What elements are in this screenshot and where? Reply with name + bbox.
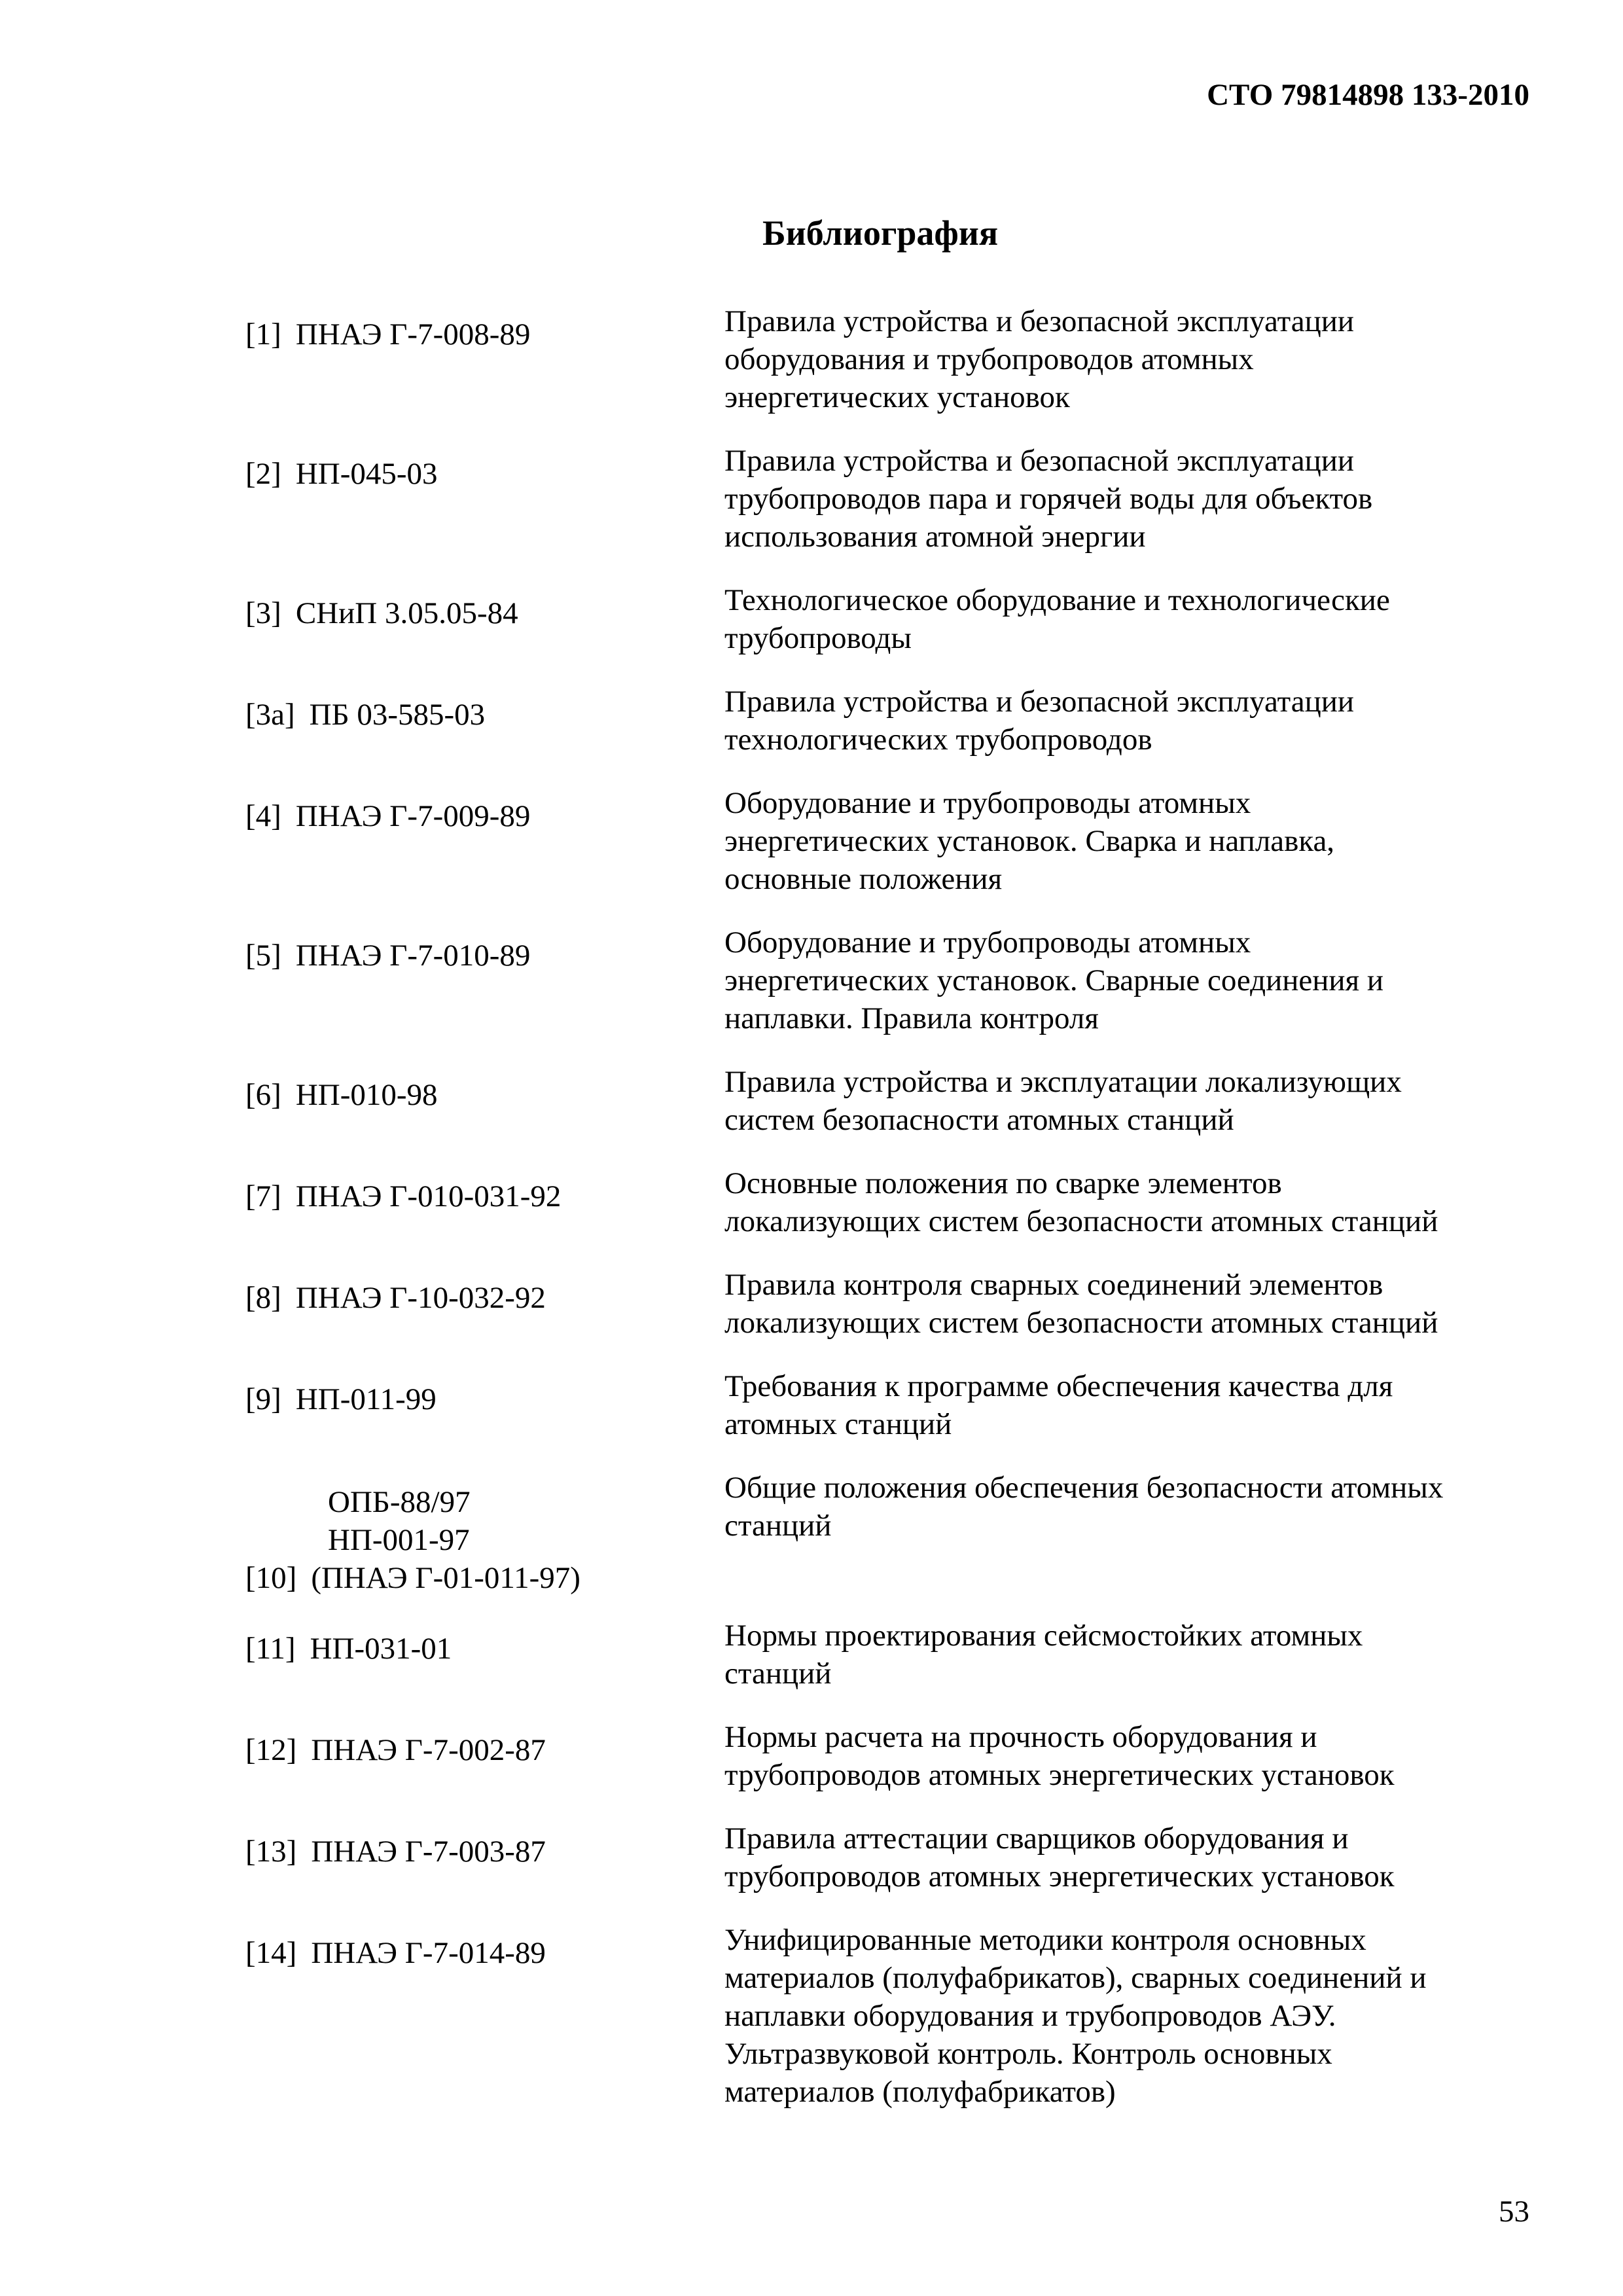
- bib-entry-3: [245, 581, 1529, 657]
- bib-entry-number: [13]: [245, 1835, 297, 1869]
- bib-entry-title-line: локализующих систем безопасности атомных станций: [724, 1204, 1438, 1238]
- bib-entry-ref: [245, 442, 724, 493]
- bib-entry-code: (ПНАЭ Г-01-011-97): [311, 1561, 580, 1595]
- bib-entry-9: [245, 1367, 1529, 1443]
- bib-entry-code: НП-011-99: [295, 1382, 437, 1416]
- bib-entry-title-line: Правила устройства и эксплуатации локализующих: [724, 1065, 1402, 1099]
- bib-entry-title-line: трубопроводов атомных энергетических установок: [724, 1859, 1395, 1893]
- bib-entry-number: [8]: [245, 1281, 281, 1315]
- bib-entry-title-line: Правила аттестации сварщиков оборудования и: [724, 1821, 1349, 1856]
- bib-entry-number: [10]: [245, 1561, 297, 1595]
- bib-entry-11: [245, 1617, 1529, 1693]
- bib-entry-title-line: основные положения: [724, 862, 1003, 896]
- bib-entry-title-line: энергетических установок. Сварка и наплавка,: [724, 824, 1335, 858]
- bib-entry-13: [245, 1820, 1529, 1895]
- bib-entry-number: [3]: [245, 596, 281, 630]
- bib-entry-title-line: оборудования и трубопроводов атомных: [724, 342, 1254, 376]
- bib-entry-ref: [245, 1164, 724, 1215]
- bib-entry-code: НП-010-98: [295, 1078, 438, 1112]
- bib-entry-title-line: Нормы расчета на прочность оборудования и: [724, 1720, 1317, 1754]
- bib-entry-12: [245, 1718, 1529, 1794]
- bib-entry-code: НП-045-03: [295, 457, 438, 491]
- bib-entry-ref: [245, 1367, 724, 1418]
- bib-entry-number: [7]: [245, 1179, 281, 1213]
- bib-entry-title-line: трубопроводы: [724, 621, 912, 655]
- bib-entry-ref: [245, 683, 724, 734]
- page-number: 53: [1499, 2195, 1529, 2229]
- bib-entry-code: ПНАЭ Г-010-031-92: [295, 1179, 562, 1213]
- bib-entry-ref: [245, 1617, 724, 1668]
- bib-entry-code: ПНАЭ Г-7-002-87: [311, 1733, 546, 1767]
- bib-entry-title-line: станций: [724, 1657, 832, 1691]
- bib-entry-2: [245, 442, 1529, 556]
- bib-entry-title: [724, 1718, 1529, 1794]
- bib-entry-code: СНиП 3.05.05-84: [295, 596, 518, 630]
- bib-entry-code: ПНАЭ Г-7-003-87: [311, 1835, 546, 1869]
- bib-entry-ref: [245, 1469, 724, 1597]
- bib-entry-title: [724, 1921, 1529, 2111]
- bib-entry-ref: [245, 1266, 724, 1317]
- bib-entry-title-line: атомных станций: [724, 1407, 952, 1441]
- bib-entry-title-line: Технологическое оборудование и технологические: [724, 583, 1390, 617]
- bib-entry-title-line: Общие положения обеспечения безопасности атомных: [724, 1471, 1444, 1505]
- bib-entry-8: [245, 1266, 1529, 1342]
- bib-entry-number: [5]: [245, 939, 281, 973]
- bib-entry-title-line: Требования к программе обеспечения качества для: [724, 1369, 1393, 1403]
- bib-entry-title-line: энергетических установок: [724, 380, 1070, 414]
- bib-entry-number: [6]: [245, 1078, 281, 1112]
- bib-entry-code: ПНАЭ Г-7-014-89: [311, 1936, 546, 1970]
- bib-entry-3a: [245, 683, 1529, 759]
- bib-entry-title: [724, 1820, 1529, 1895]
- bib-entry-title-line: Правила контроля сварных соединений элементов: [724, 1268, 1383, 1302]
- bib-entry-1: [245, 302, 1529, 416]
- bib-entry-title-line: наплавки. Правила контроля: [724, 1001, 1099, 1035]
- bib-entry-title-line: локализующих систем безопасности атомных станций: [724, 1306, 1438, 1340]
- bib-entry-title: [724, 302, 1529, 416]
- bib-entry-ref: [245, 1718, 724, 1769]
- bib-entry-title-line: станций: [724, 1509, 832, 1543]
- bib-entry-title: [724, 924, 1529, 1037]
- bib-entry-title-line: трубопроводов пара и горячей воды для объектов: [724, 482, 1373, 516]
- bib-entry-title: [724, 1469, 1529, 1545]
- bib-entry-ref: [245, 784, 724, 835]
- bib-entry-10: [245, 1469, 1529, 1597]
- bib-entry-title-line: материалов (полуфабрикатов): [724, 2075, 1116, 2109]
- bib-entry-title-line: Нормы проектирования сейсмостойких атомных: [724, 1619, 1363, 1653]
- bib-entry-7: [245, 1164, 1529, 1240]
- bib-entry-ref: [245, 581, 724, 632]
- bib-entry-title: [724, 1063, 1529, 1139]
- bib-entry-title-line: использования атомной энергии: [724, 520, 1146, 554]
- bib-entry-ref: [245, 1921, 724, 1972]
- bib-entry-title-line: энергетических установок. Сварные соединения и: [724, 963, 1384, 997]
- bib-entry-title-line: Правила устройства и безопасной эксплуатации: [724, 304, 1355, 338]
- bib-entry-title-line: Правила устройства и безопасной эксплуатации: [724, 444, 1355, 478]
- bib-entry-code: ОПБ-88/97: [328, 1485, 471, 1519]
- bibliography-list: [245, 302, 1529, 2136]
- document-code: СТО 79814898 133-2010: [1207, 78, 1529, 112]
- bib-entry-title-line: Основные положения по сварке элементов: [724, 1166, 1282, 1200]
- bib-entry-title-line: материалов (полуфабрикатов), сварных соединений и: [724, 1961, 1427, 1995]
- bib-entry-title: [724, 442, 1529, 556]
- bib-entry-code: ПНАЭ Г-7-009-89: [295, 799, 531, 833]
- bib-entry-4: [245, 784, 1529, 898]
- bib-entry-title: [724, 1367, 1529, 1443]
- bib-entry-number: [12]: [245, 1733, 297, 1767]
- bib-entry-title: [724, 1164, 1529, 1240]
- bib-entry-number: [2]: [245, 457, 281, 491]
- bib-entry-title: [724, 683, 1529, 759]
- bib-entry-title-line: систем безопасности атомных станций: [724, 1103, 1234, 1137]
- bib-entry-number: [14]: [245, 1936, 297, 1970]
- page-title: Библиография: [762, 213, 999, 253]
- bib-entry-code: НП-001-97: [328, 1523, 470, 1557]
- bib-entry-title: [724, 1266, 1529, 1342]
- bib-entry-title: [724, 581, 1529, 657]
- bib-entry-5: [245, 924, 1529, 1037]
- bib-entry-ref: [245, 1063, 724, 1114]
- bib-entry-title-line: Оборудование и трубопроводы атомных: [724, 786, 1251, 820]
- bib-entry-title-line: Ультразвуковой контроль. Контроль основных: [724, 2037, 1332, 2071]
- bib-entry-title-line: технологических трубопроводов: [724, 723, 1152, 757]
- bib-entry-ref: [245, 924, 724, 975]
- bib-entry-code: НП-031-01: [310, 1632, 452, 1666]
- bib-entry-6: [245, 1063, 1529, 1139]
- bib-entry-number: [4]: [245, 799, 281, 833]
- bib-entry-title-line: трубопроводов атомных энергетических установок: [724, 1758, 1395, 1792]
- bib-entry-14: [245, 1921, 1529, 2111]
- bib-entry-ref: [245, 1820, 724, 1871]
- bib-entry-number: [9]: [245, 1382, 281, 1416]
- bib-entry-number: [1]: [245, 317, 281, 351]
- bib-entry-number: [3а]: [245, 698, 295, 732]
- bib-entry-title: [724, 784, 1529, 898]
- bib-entry-ref: [245, 302, 724, 353]
- bib-entry-code: ПНАЭ Г-7-010-89: [295, 939, 531, 973]
- bib-entry-title-line: наплавки оборудования и трубопроводов АЭУ.: [724, 1999, 1336, 2033]
- bib-entry-title-line: Унифицированные методики контроля основных: [724, 1923, 1366, 1957]
- bib-entry-code: ПНАЭ Г-7-008-89: [295, 317, 531, 351]
- bib-entry-title-line: Правила устройства и безопасной эксплуатации: [724, 685, 1355, 719]
- bib-entry-code: ПБ 03-585-03: [309, 698, 486, 732]
- bib-entry-title-line: Оборудование и трубопроводы атомных: [724, 925, 1251, 960]
- bib-entry-code: ПНАЭ Г-10-032-92: [295, 1281, 546, 1315]
- bib-entry-title: [724, 1617, 1529, 1693]
- bib-entry-number: [11]: [245, 1632, 296, 1666]
